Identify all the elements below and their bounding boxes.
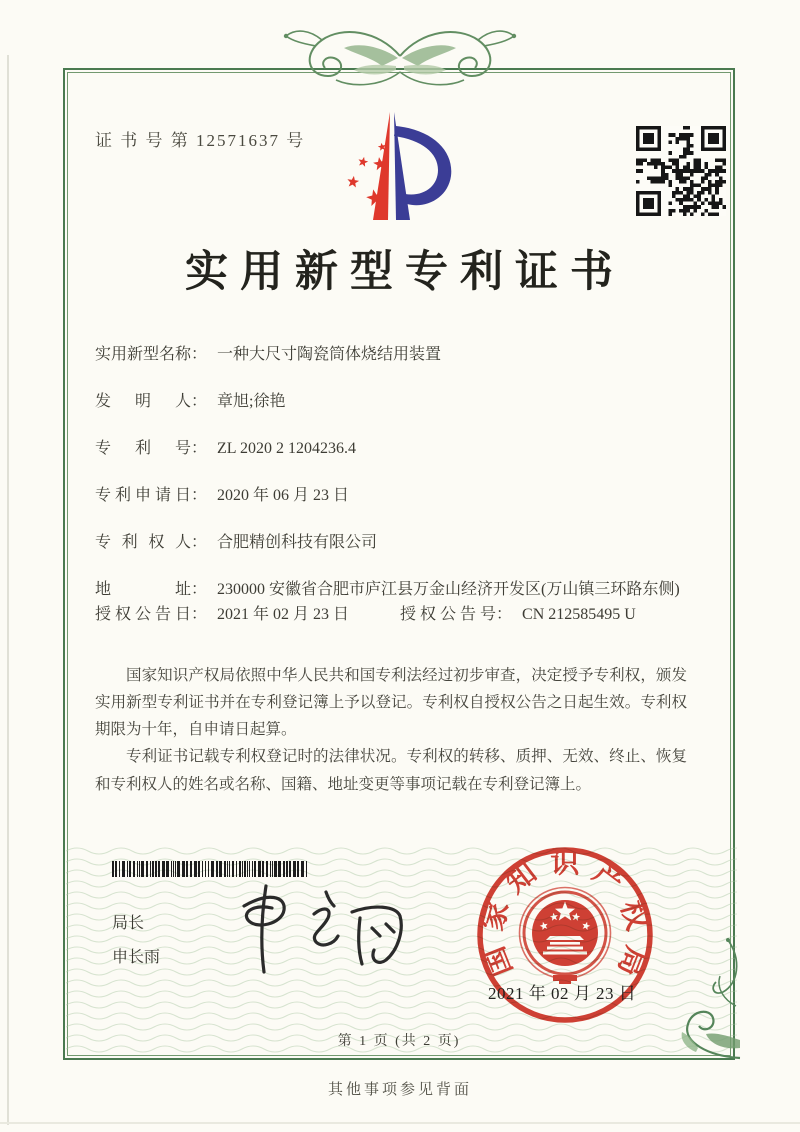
signer-block — [112, 915, 160, 983]
seal-text: 国家知识产权局 — [476, 847, 654, 981]
cnipa-logo — [330, 110, 465, 223]
field-address — [95, 579, 687, 601]
field-value: 2020 年 06 月 23 日 — [217, 487, 350, 504]
field-value: 230000 安徽省合肥市庐江县万金山经济开发区(万山镇三环路东侧) — [217, 581, 680, 598]
colon: ： — [191, 346, 208, 363]
colon: ： — [191, 534, 208, 551]
field-label: 专利申请日 — [95, 487, 191, 504]
field-utility-model-name — [95, 344, 687, 366]
legal-paragraph-2: 专利证书记载专利权登记时的法律状况。专利权的转移、质押、无效、终止、恢复和专利权人的姓名或名称、国籍、地址变更等事项记载在专利登记簿上。 — [95, 748, 687, 793]
field-label: 专利权人 — [95, 534, 191, 551]
certificate-title: 实用新型专利证书 — [185, 249, 625, 296]
scan-edge-shadow-left — [7, 55, 9, 1125]
field-value: ZL 2020 2 1204236.4 — [217, 440, 356, 457]
field-value: CN 212585495 U — [522, 606, 636, 623]
colon: ： — [496, 606, 513, 623]
field-patentee — [95, 532, 687, 554]
certificate-number: 证 书 号 第 12571637 号 — [95, 131, 306, 150]
field-label: 地址 — [95, 581, 191, 598]
legal-text — [95, 662, 687, 798]
back-side-note: 其他事项参见背面 — [327, 1082, 472, 1098]
scan-edge-shadow-bottom — [0, 1122, 800, 1124]
field-label: 授权公告日 — [95, 606, 191, 623]
colon: ： — [191, 581, 208, 598]
legal-paragraph-1: 国家知识产权局依照中华人民共和国专利法经过初步审查，决定授予专利权，颁发实用新型专利证书并在专利登记簿上予以登记。专利权自授权公告之日起生效。专利权期限为十年，自申请日起算。 — [95, 667, 687, 739]
field-inventor — [95, 391, 687, 413]
qr-code — [636, 126, 726, 216]
field-label: 专利号 — [95, 440, 191, 457]
top-flourish-ornament — [250, 12, 550, 98]
field-value: 章旭;徐艳 — [217, 393, 286, 410]
field-filing-date — [95, 485, 687, 507]
barcode — [112, 861, 310, 877]
colon: ： — [191, 487, 208, 504]
field-grant-number — [400, 604, 636, 626]
colon: ： — [191, 440, 208, 457]
field-label: 发明人 — [95, 393, 191, 410]
field-value: 合肥精创科技有限公司 — [217, 534, 378, 551]
field-label: 授权公告号 — [400, 606, 496, 623]
signer-name: 申长雨 — [112, 949, 161, 966]
commissioner-signature — [228, 876, 418, 986]
field-value: 一种大尺寸陶瓷筒体烧结用装置 — [217, 346, 442, 363]
seal-date: 2021 年 02 月 23 日 — [488, 984, 637, 1003]
signer-title: 局长 — [112, 915, 145, 932]
field-grant-date — [95, 604, 400, 626]
page-number: 第 1 页 (共 2 页) — [337, 1034, 461, 1049]
certificate-fields — [95, 344, 687, 651]
field-patent-number — [95, 438, 687, 460]
field-grant-row — [95, 604, 687, 626]
field-label: 实用新型名称 — [95, 346, 192, 363]
field-value: 2021 年 02 月 23 日 — [217, 606, 350, 623]
colon: ： — [191, 606, 208, 623]
colon: ： — [191, 393, 208, 410]
